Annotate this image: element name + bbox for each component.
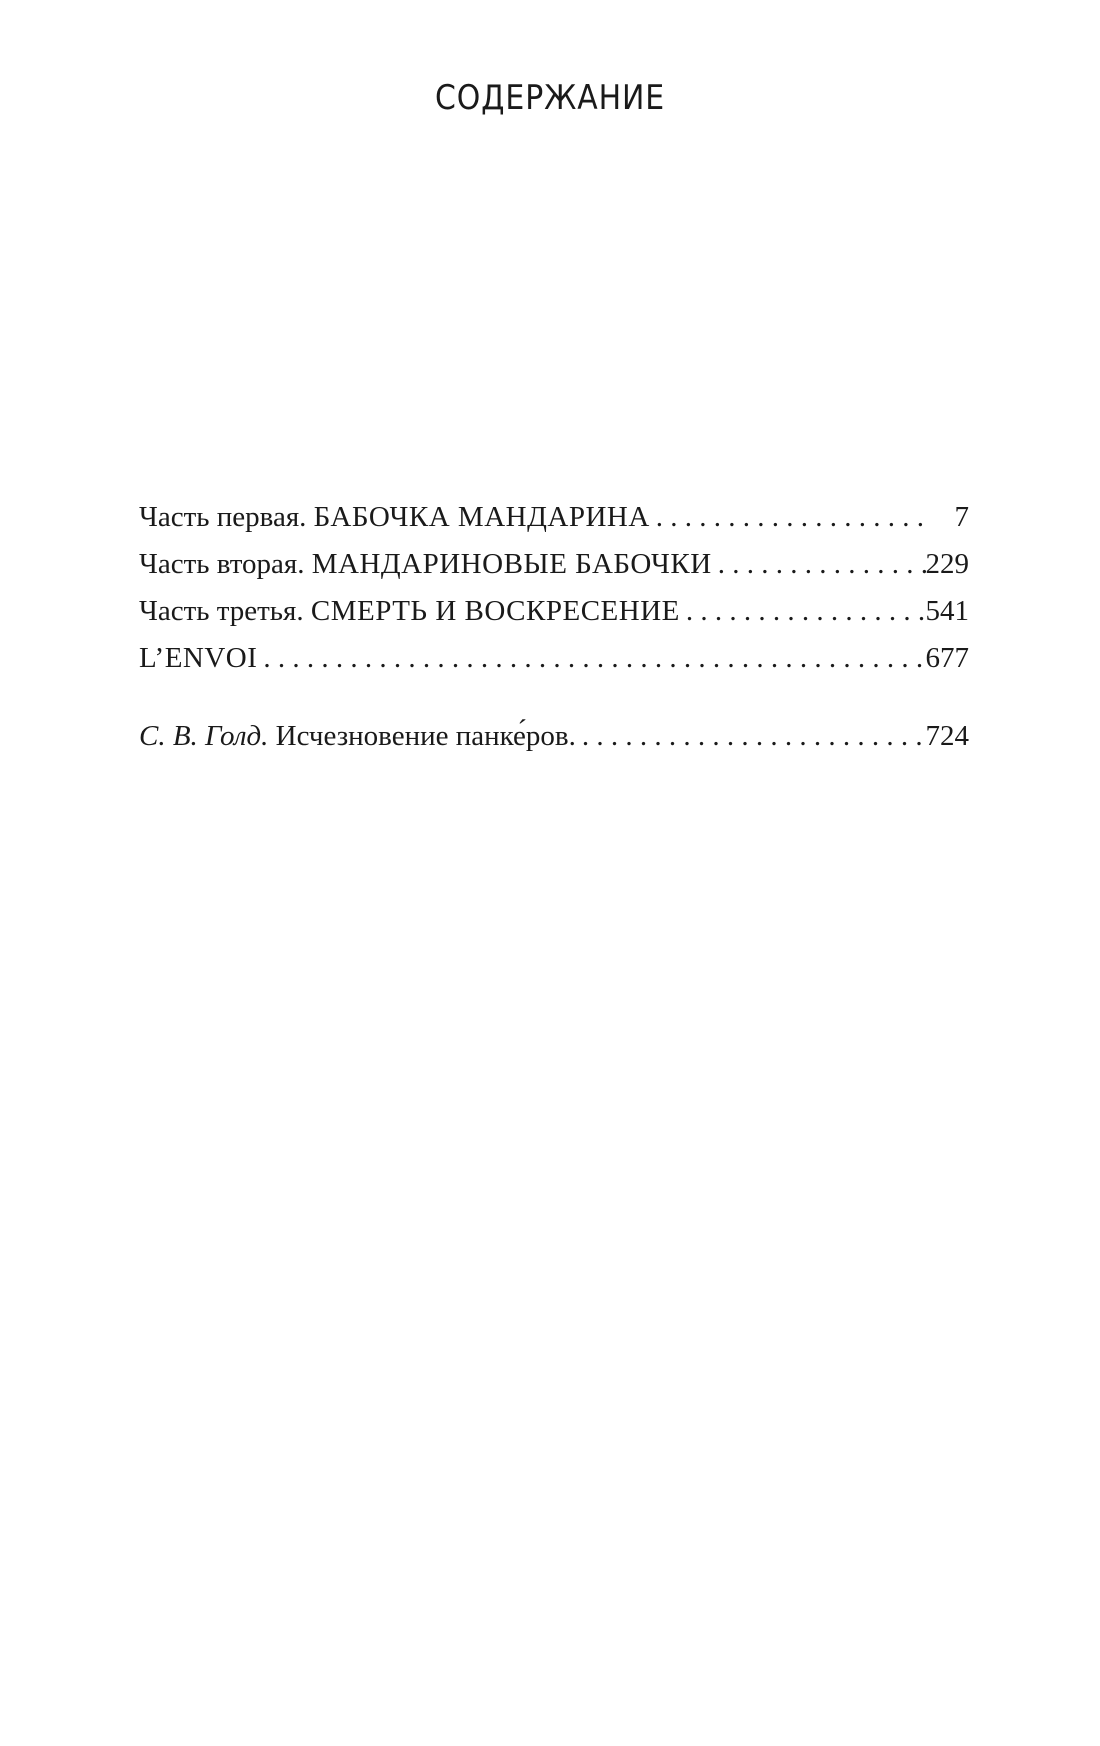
toc-entry-part-two[interactable] (139, 541, 969, 588)
toc-entry-title: L’ENVOI (139, 642, 258, 674)
toc-entry-text (139, 494, 650, 541)
page-title: СОДЕРЖАНИЕ (434, 78, 666, 118)
toc-entry-part-three[interactable] (139, 588, 969, 635)
toc-entry-part-label: Часть вторая. (139, 548, 305, 580)
dot-leader (680, 588, 926, 635)
toc-entry-part-one[interactable] (139, 494, 969, 541)
toc-entry-title: БАБОЧКА МАНДАРИНА (313, 501, 650, 533)
toc-entry-author: С. В. Голд. (139, 720, 269, 752)
table-of-contents-afterword (139, 713, 969, 760)
toc-entry-title: Исчезновение панке́ров. (275, 720, 576, 752)
toc-entry-page-number: 677 (925, 642, 969, 674)
toc-entry-envoi[interactable] (139, 635, 969, 682)
toc-entry-page-number: 7 (954, 501, 969, 533)
toc-entry-text (139, 713, 576, 760)
dot-leader (576, 713, 926, 760)
toc-entry-part-label: Часть третья. (139, 595, 304, 627)
dot-leader (712, 541, 926, 588)
table-of-contents (139, 494, 969, 682)
dot-leader (257, 635, 925, 682)
toc-entry-page-number: 541 (925, 595, 969, 627)
toc-entry-text (139, 541, 712, 588)
toc-entry-text (139, 588, 680, 635)
toc-entry-title: МАНДАРИНОВЫЕ БАБОЧКИ (311, 548, 712, 580)
toc-entry-title: СМЕРТЬ И ВОСКРЕСЕНИЕ (310, 595, 680, 627)
toc-entry-afterword[interactable] (139, 713, 969, 760)
dot-leader (650, 494, 929, 541)
toc-entry-page-number: 724 (925, 720, 969, 752)
toc-entry-part-label: Часть первая. (139, 501, 307, 533)
toc-entry-text (139, 635, 257, 682)
toc-entry-page-number: 229 (925, 548, 969, 580)
